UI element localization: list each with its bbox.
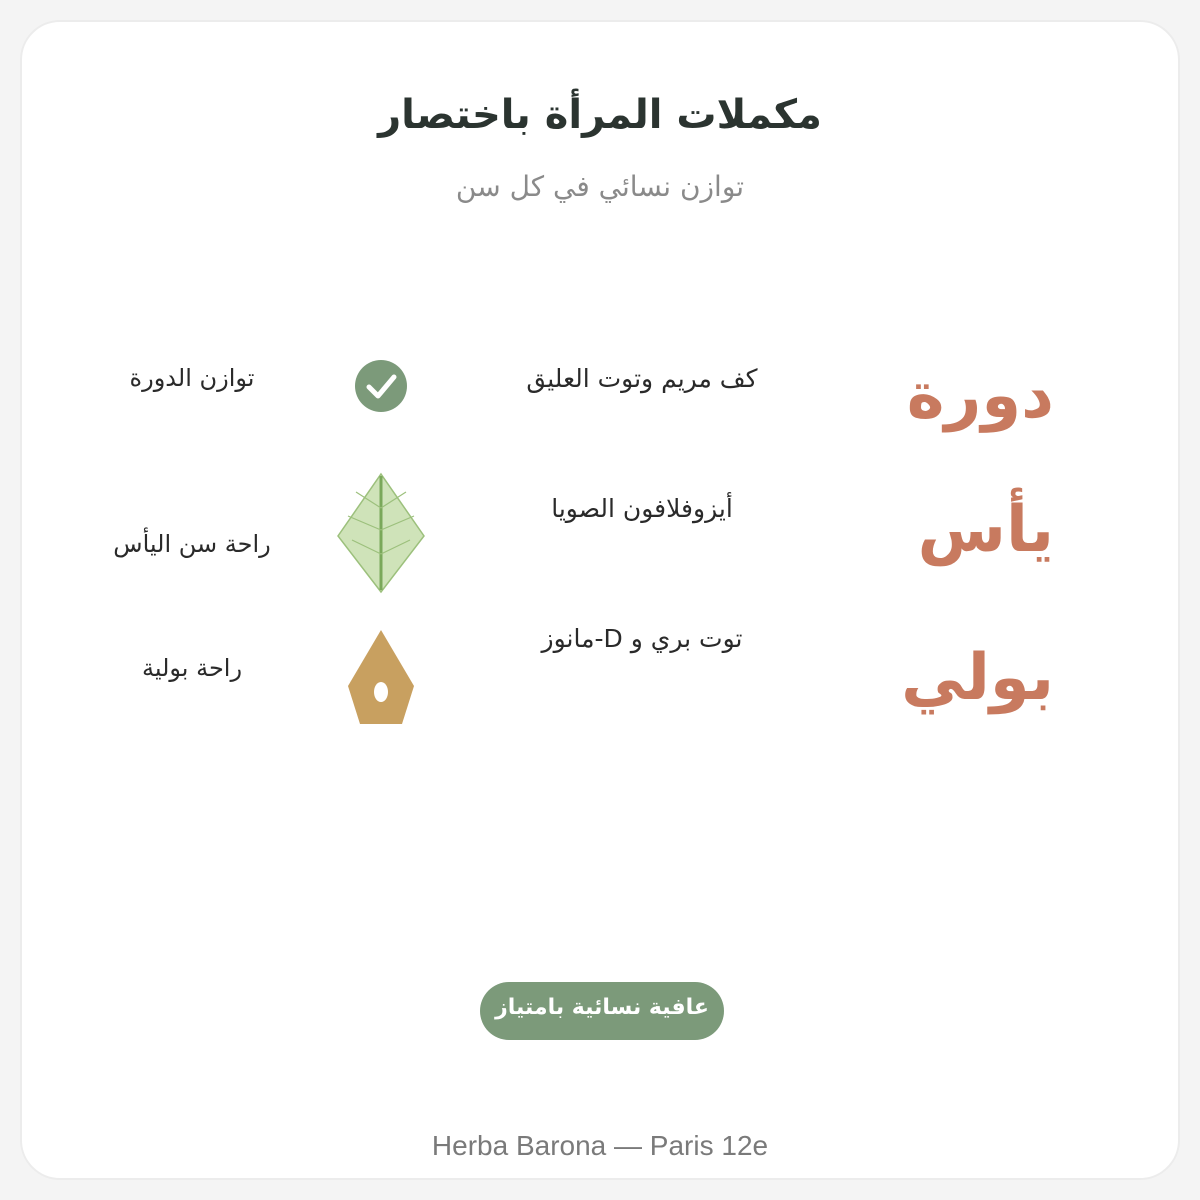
row-ingredient: كف مريم وتوت العليق: [526, 364, 758, 393]
row-benefit: راحة سن اليأس: [113, 530, 271, 558]
row-keyword: يأس: [917, 493, 1054, 567]
row-ingredient: توت بري و D-مانوز: [541, 624, 743, 653]
page-title: مكملات المرأة باختصار: [378, 92, 822, 138]
leaf-icon: [336, 472, 426, 598]
tagline-badge: عافية نسائية بامتياز: [480, 982, 724, 1040]
row-urinary: [22, 622, 1180, 752]
row-keyword: بولي: [901, 641, 1054, 715]
row-benefit: توازن الدورة: [129, 364, 255, 392]
row-ingredient: أيزوفلافون الصويا: [551, 494, 733, 523]
drop-gem-icon: [336, 628, 426, 730]
check-circle-icon: [336, 358, 426, 418]
row-menopause: [22, 472, 1180, 602]
footer-brand: Herba Barona — Paris 12e: [431, 1130, 769, 1161]
row-benefit: راحة بولية: [141, 654, 243, 682]
row-cycle: [22, 342, 1180, 472]
info-card: [20, 20, 1180, 1180]
page-subtitle: توازن نسائي في كل سن: [455, 170, 745, 203]
row-keyword: دورة: [906, 359, 1054, 433]
